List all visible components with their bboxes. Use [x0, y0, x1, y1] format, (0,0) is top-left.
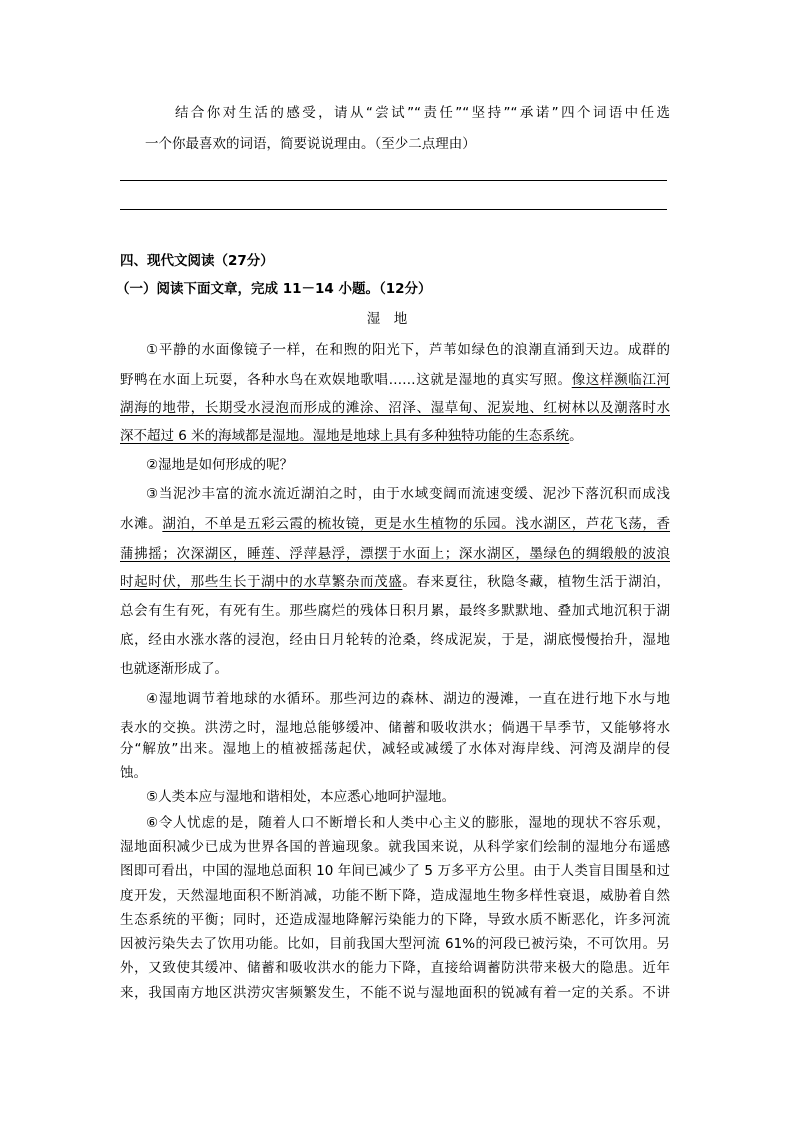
- text-segment: 。: [569, 428, 583, 444]
- underlined-text: 深不超过 6 米的海域都是湿地。湿地是地球上具有多种独特功能的生态系统: [120, 428, 570, 444]
- underlined-text: 湖海的地带，长期受水浸泡而形成的滩涂、沼泽、湿草甸、泥炭地、红树林以及潮落时水: [120, 400, 670, 416]
- text-segment: 结合你对生活的感受，请从“尝试”“责任”“坚持”“承诺”四个词语中任选: [175, 105, 670, 121]
- text-segment: 水滩。: [120, 516, 163, 532]
- article-line: [120, 372, 670, 389]
- text-segment: 。春来夏往，秋隐冬藏，植物生活于湖泊，: [402, 574, 671, 590]
- text-segment: 底，经由水涨水落的浸泡，经由日月轮转的沧桑，终成泥炭，于是，湖底慢慢抬升，湿地: [120, 632, 670, 648]
- section-title: 四、现代文阅读（27分）: [120, 253, 274, 269]
- article-line: [120, 741, 670, 758]
- article-line: [120, 960, 670, 977]
- text-segment: 来，我国南方地区洪涝灾害频繁发生，不能不说与湿地面积的锐减有着一定的关系。不讲: [120, 985, 670, 1001]
- article-line: [120, 863, 670, 880]
- text-segment: 度开发，天然湿地面积不断消减，功能不断下降，造成湿地生物多样性衰退，威胁着自然: [120, 888, 670, 904]
- text-segment: ⑥令人忧虑的是，随着人口不断增长和人类中心主义的膨胀，湿地的现状不容乐观，: [146, 815, 670, 831]
- article-line: [120, 912, 670, 929]
- text-segment: 图即可看出，中国的湿地总面积 10 年间已减少了 5 万多平方公里。由于人类盲目围垦和过: [120, 863, 670, 879]
- text-segment: ③当泥沙丰富的流水流近湖泊之时，由于水域变阔而流速变缓、泥沙下落沉积而成浅: [146, 486, 670, 502]
- underlined-text: 蒲拂摇；次深湖区，睡莲、浮萍悬浮，漂摆于水面上；深水湖区，墨绿色的绸缎般的波浪: [120, 546, 670, 562]
- article-line: [120, 936, 670, 953]
- text-segment: 表水的交换。洪涝之时，湿地总能够缓冲、储蓄和吸收洪水；倘遇干旱季节，又能够将水: [120, 720, 670, 736]
- article-line: [146, 486, 670, 503]
- article-line: [120, 839, 670, 856]
- article-line: [120, 661, 670, 678]
- article-line: [120, 574, 670, 591]
- answer-line-1[interactable]: [120, 180, 667, 181]
- article-line: [120, 765, 670, 782]
- text-segment: 湿地面积减少已成为世界各国的普遍现象。就我国来说，从科学家们绘制的湿地分布遥感: [120, 839, 670, 855]
- article-line: [120, 400, 670, 417]
- underlined-text: 湖泊，不单是五彩云霞的梳妆镜，更是水生植物的乐园。浅水湖区，芦花飞荡，香: [162, 516, 671, 532]
- article-line: [120, 428, 670, 445]
- text-segment: 外，又致使其缓冲、储蓄和吸收洪水的能力下降，直接给调蓄防洪带来极大的隐患。近年: [120, 960, 670, 976]
- article-line: [120, 720, 670, 737]
- article-line: [146, 342, 670, 359]
- article-line: [146, 691, 670, 708]
- prompt-line: [175, 105, 670, 122]
- text-segment: 总会有生有死，有死有生。那些腐烂的残体日积月累，最终多默默地、叠加式地沉积于湖: [120, 603, 670, 619]
- article-line: [120, 546, 670, 563]
- text-segment: 也就逐渐形成了。: [120, 661, 228, 677]
- prompt-line: [145, 136, 670, 153]
- text-segment: ①平静的水面像镜子一样，在和煦的阳光下，芦苇如绿色的浪潮直涌到天边。成群的: [146, 342, 670, 358]
- answer-line-2[interactable]: [120, 209, 667, 210]
- article-line: [120, 603, 670, 620]
- text-segment: 因被污染失去了饮用功能。比如，目前我国大型河流 61%的河段已被污染，不可饮用。另: [120, 936, 670, 952]
- text-segment: ②湿地是如何形成的呢？: [146, 457, 294, 473]
- text-segment: 分“解放”出来。湿地上的植被摇荡起伏，减轻或减缓了水体对海岸线、河湾及湖岸的侵: [120, 741, 670, 757]
- article-line: [120, 516, 670, 533]
- text-segment: ④湿地调节着地球的水循环。那些河边的森林、湖边的漫滩，一直在进行地下水与地: [146, 691, 670, 707]
- text-segment: 一个你最喜欢的词语，简要说说理由。（至少二点理由）: [145, 136, 476, 152]
- article-line: [146, 815, 670, 832]
- text-segment: 蚀。: [120, 765, 147, 781]
- article-line: [146, 457, 670, 474]
- subsection-title: （一）阅读下面文章，完成 11－14 小题。（12分）: [116, 281, 432, 297]
- underlined-text: 像这样濒临江河: [571, 372, 671, 388]
- article-line: [146, 789, 670, 806]
- article-title: 湿 地: [366, 311, 408, 327]
- article-line: [120, 632, 670, 649]
- text-segment: 生态系统的平衡；同时，还造成湿地降解污染能力的下降，导致水质不断恶化，许多河流: [120, 912, 670, 928]
- text-segment: 野鸭在水面上玩耍，各种水鸟在欢娱地歌唱……这就是湿地的真实写照。: [120, 372, 572, 388]
- article-line: [120, 888, 670, 905]
- article-line: [120, 985, 670, 1002]
- underlined-text: 时起时伏，那些生长于湖中的水草繁杂而茂盛: [120, 574, 403, 590]
- text-segment: ⑤人类本应与湿地和谐相处，本应悉心地呵护湿地。: [146, 789, 456, 805]
